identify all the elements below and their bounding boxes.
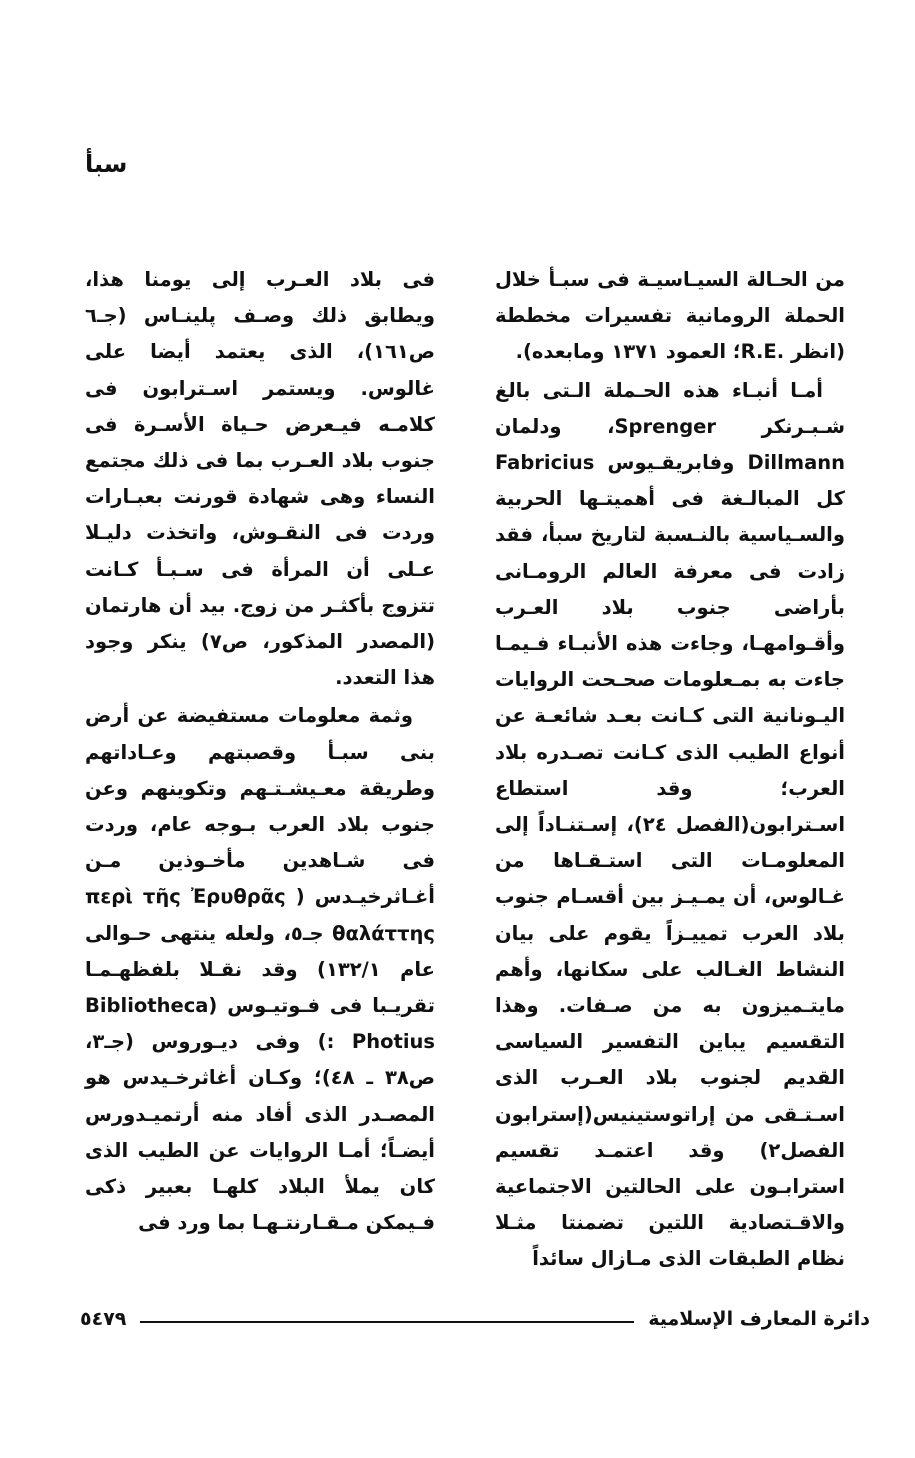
journal-title: دائرة المعارف الإسلامية [648,1308,870,1330]
paragraph: وثمة معلومات مستفيضة عن أرض بنى سبـأ وقصبتهم وعـاداتهم وطريقة معـيشـتـهم وتكوينهم وعن جنوب بلاد العرب بـوجه عام، وردت فى شـاهدين مأخـوذين مـن أغـاثرخيـدس ( περὶ τῆς Ἐρυθρᾶς θαλάττης جـ٥، ولعله ينتهى حـوالى عام ١٣٢/١) وقد نقـلا بلفظهـمـا تقريـبا فى فـوتيـوس (Bibliotheca : Photius) وفى ديـوروس (جـ٣، ص٣٨ ـ ٤٨)؛ وكـان أغاثرخـيدس هو المصـدر الذى أفاد منه أرتميـدورس أيضـاً؛ أمـا الروايات عن الطيب الذى كان يملأ البلاد كلهـا بعبير ذكى فـيمكن مـقـارنتـهـا بما ورد فى [85,704,436,1235]
paragraph: أمـا أنبـاء هذه الحـملة الـتى بالغ شـبـرنكر Sprenger، ودلمان Dillmann وفابريقـيوس Fabricius كل المبالـغة فى أهميتـها الحربية والسـياسية بالنـسبة لتاريخ سبأ، فقد زادت فى معرفة العالم الرومـانى بأراضى جنوب بلاد العـرب وأقـوامهـا، وجاءت هذه الأنبـاء فـيمـا جاءت به بمـعلومات صحـحت الروايات اليـونانية التى كـانت بعـد شائعـة عن أنواع الطيب الذى كـانت تصـدره بلاد العرب؛ وقد استطاع اسـترابون(الفصل ٢٤)، إسـتنـاداً إلى المعلومـات التى استـقـاها من غـالوس، أن يمـيـز بين أقسـام جنوب بلاد العرب تمييـزاً يقوم على بيان النشاط الغـالب على سكانها، وأهم مايتـميزون به من صـفات. وهذا التقسيم يباين التفسير السياسى القديم لجنوب بلاد العـرب الذى اسـتـقى من إراتوستينيس(إسترابون الفصل٢) وقد اعتمـد تقسيم استرابـون على الحالتين الاجتماعية والاقـتصادية اللتين تضمنتا مثـلا نظام الطبقات الذى مـازال سائداً [495,378,845,1271]
right-text-column [495,262,845,1278]
left-text-column [85,262,435,1241]
running-header: سبأ [85,150,128,178]
paragraph: من الحـالة السيـاسيـة فى سبـأ خلال الحملة الرومانية تفسيرات مخططة (انظر .R.E؛ العمود ١٣٧١ ومابعده). [495,268,845,364]
page-footer [80,1308,870,1330]
footer-rule [140,1321,634,1323]
paragraph: فى بلاد العـرب إلى يومنا هذا، ويطابق ذلك وصـف پلينـاس (جـ٦ ص١٦١)، الذى يعتمد أيضا على غالوس. ويستمر اسـترابون فى كلامـه فيـعرض حـياة الأسـرة فى جنوب بلاد العـرب بما فى ذلك مجتمع النساء وهى شهادة قورنت بعبـارات وردت فى النقـوش، واتخذت دليـلا عـلى أن المرأة فى سـبـأ كـانت تتزوج بأكثـر من زوج. بيد أن هارتمان (المصدر المذكور، ص٧) ينكر وجود هذا التعدد. [85,268,436,690]
page-number: ٥٤٧٩ [80,1308,127,1330]
